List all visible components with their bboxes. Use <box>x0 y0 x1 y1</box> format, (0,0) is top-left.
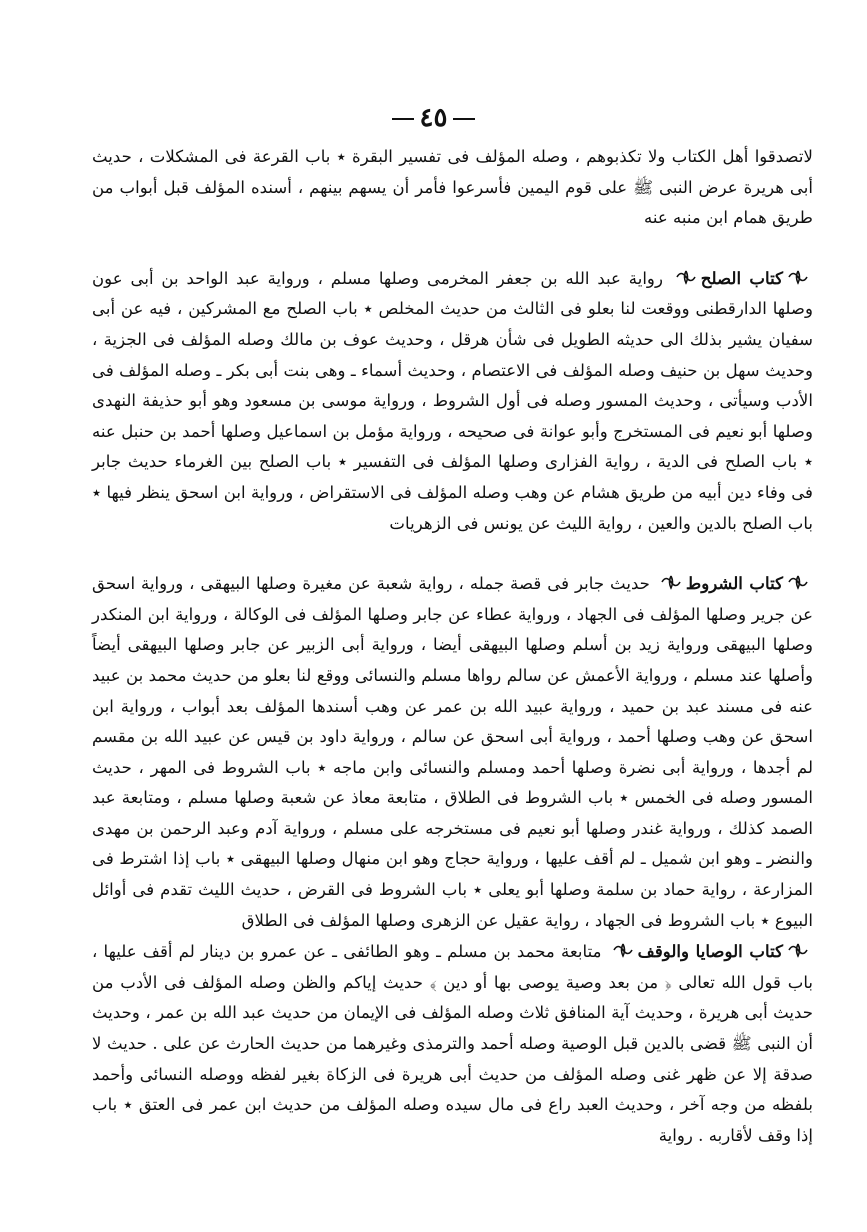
paragraph-3 <box>92 568 813 936</box>
ornament-icon <box>660 573 682 591</box>
paragraph-text: متابعة محمد بن مسلم ـ وهو الطائفى ـ عن عمرو بن دينار لم أقف عليها ، باب قول الله تعالى ﴿ من بعد وصية يوصى بها أو دين ﴾ حديث إياكم والظن وصله المؤلف فى الأدب من حديث أبى هريرة ، وحديث آية المنافق ثلاث وصله المؤلف فى الإيمان من حديث عبد الله بن عمر ، وحديث أن النبى ﷺ قضى بالدين قبل الوصية وصله أحمد والترمذى وغيرهما من حديث الحارث عن على . حديث لا صدقة إلا عن ظهر غنى وصله المؤلف من حديث أبى هريرة فى الزكاة بغير لفظه ووصله النسائى وأحمد بلفظه من وجه آخر ، وحديث العبد راع فى مال سيده وصله المؤلف من حديث ابن عمر فى العتق ٭ باب إذا وقف لأقاربه . رواية <box>92 942 813 1145</box>
paragraph-2 <box>92 263 813 539</box>
section-heading: كتاب الصلح <box>700 267 783 288</box>
paragraph-text: لاتصدقوا أهل الكتاب ولا تكذبوهم ، وصله المؤلف فى تفسير البقرة ٭ باب القرعة فى المشكلات ، حديث أبى هريرة عرض النبى ﷺ على قوم اليمين فأسرعوا فأمر أن يسهم بينهم ، أسنده المؤلف قبل أبواب من طريق همام ابن منبه عنه <box>92 147 813 228</box>
section-heading: كتاب الوصايا والوقف <box>637 941 783 962</box>
dash-left <box>453 118 475 120</box>
page-number-text: ٤٥ <box>419 103 448 133</box>
body-text <box>92 142 813 1151</box>
ornament-icon <box>675 268 697 286</box>
paragraph-gap <box>92 234 813 263</box>
paragraph-text: رواية عبد الله بن جعفر المخرمى وصلها مسلم ، ورواية عبد الواحد بن أبى عون وصلها الدارقطنى ووقعت لنا بعلو فى الثالث من حديث المخلص ٭ باب الصلح مع المشركين ، فيه عن أبى سفيان يشير بذلك الى حديثه الطويل فى شأن هرقل ، وحديث عوف بن مالك وصله المؤلف فى الجزية ، وحديث سهل بن حنيف وصله المؤلف فى الاعتصام ، وحديث أسماء ـ وهى بنت أبى بكر ـ وصله المؤلف فى الأدب وسيأتى ، وحديث المسور وصله فى أول الشروط ، ورواية موسى بن مسعود وهو أبو حذيفة النهدى وصلها أبو نعيم فى المستخرج وأبو عوانة فى صحيحه ، ورواية مؤمل بن اسماعيل وصلها أحمد بن حنبل عنه ٭ باب الصلح فى الدية ، رواية الفزارى وصلها المؤلف فى التفسير ٭ باب الصلح بين الغرماء حديث جابر فى وفاء دين أبيه من طريق هشام عن وهب وصله المؤلف فى الاستقراض ، ورواية ابن اسحق ينظر فيها ٭ باب الصلح بالدين والعين ، رواية الليث عن يونس فى الزهريات <box>92 268 813 533</box>
dash-right <box>392 118 414 120</box>
page-number <box>0 103 867 133</box>
section-heading: كتاب الشروط <box>685 573 783 594</box>
paragraph-text: حديث جابر فى قصة جمله ، رواية شعبة عن مغيرة وصلها البيهقى ، ورواية اسحق عن جرير وصلها المؤلف فى الجهاد ، ورواية عطاء عن جابر وصلها المؤلف فى الوكالة ، ورواية ابن المنكدر وصلها البيهقى ورواية زيد بن أسلم وصلها البيهقى أيضا ، ورواية أبى الزبير عن جابر وصلها البيهقى أيضاً وأصلها عند مسلم ، ورواية الأعمش عن سالم رواها مسلم والنسائى ووقع لنا بعلو من حديث محمد بن عبيد عنه فى مسند عبد بن حميد ، ورواية عبيد الله بن عمر عن وهب أسندها المؤلف بعد أبواب ، ورواية ابن اسحق عن وهب وصلها أحمد ، ورواية أبى اسحق عن سالم ، ورواية داود بن قيس عن عبيد الله بن مقسم لم أجدها ، ورواية أبى نضرة وصلها أحمد ومسلم والنسائى وابن ماجه ٭ باب الشروط فى المهر ، حديث المسور وصله فى الخمس ٭ باب الشروط فى الطلاق ، متابعة معاذ عن شعبة وصلها مسلم ، ومتابعة عبد الصمد كذلك ، ورواية غندر وصلها أبو نعيم فى مستخرجه على مسلم ، ورواية آدم وعبد الرحمن بن مهدى والنضر ـ وهو ابن شميل ـ لم أقف عليها ، ورواية حجاج وهو ابن منهال وصلها البيهقى ٭ باب إذا اشترط فى المزارعة ، رواية حماد بن سلمة وصلها أبو يعلى ٭ باب الشروط فى القرض ، حديث الليث تقدم فى أوائل البيوع ٭ باب الشروط فى الجهاد ، رواية عقيل عن الزهرى وصلها المؤلف فى الطلاق <box>92 574 813 930</box>
ornament-icon <box>787 268 809 286</box>
paragraph-4 <box>92 936 813 1151</box>
ornament-icon <box>612 941 634 959</box>
paragraph-gap <box>92 539 813 568</box>
paragraph-1 <box>92 142 813 234</box>
ornament-icon <box>787 941 809 959</box>
ornament-icon <box>787 573 809 591</box>
